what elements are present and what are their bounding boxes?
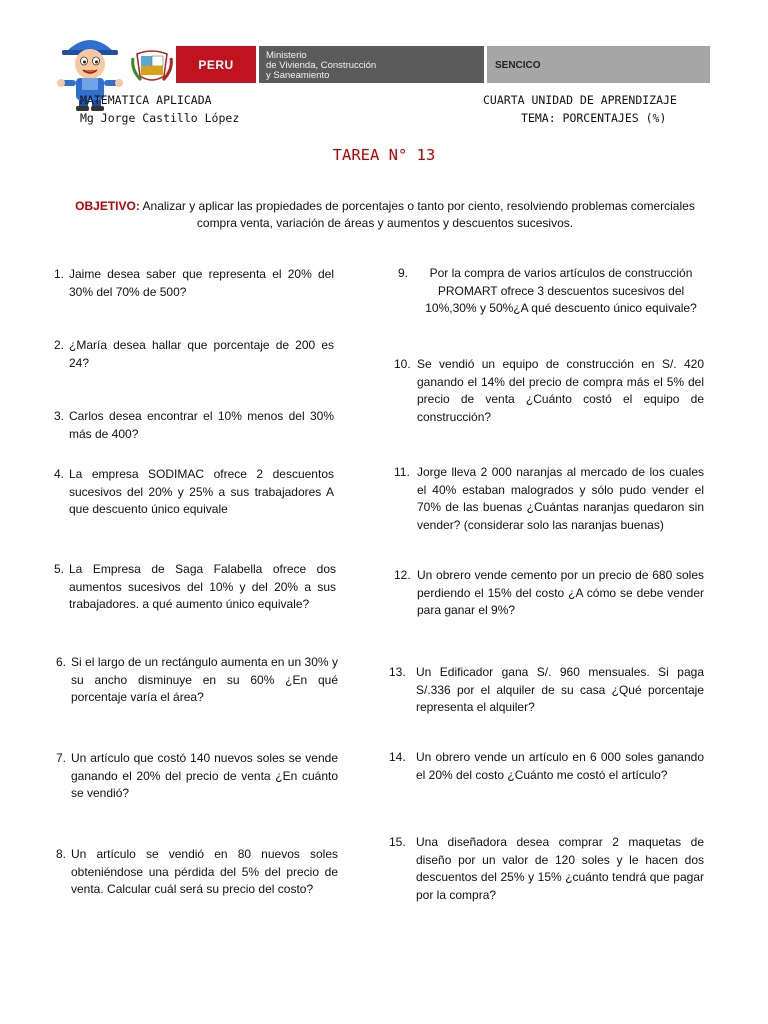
exercise-item bbox=[389, 664, 704, 717]
exercise-text: Un artículo que costó 140 nuevos soles se vende ganando el 20% del precio de venta ¿En cuánto se vendió? bbox=[71, 751, 338, 800]
unit-name: CUARTA UNIDAD DE APRENDIZAJE bbox=[483, 93, 677, 107]
course-name: MATEMATICA APLICADA bbox=[80, 93, 212, 107]
exercise-number: 1. bbox=[54, 267, 65, 281]
exercise-number: 11. bbox=[394, 465, 410, 479]
objective-text: Analizar y aplicar las propiedades de porcentajes o tanto por ciento, resolviendo problemas comerciales compra venta, variación de áreas y aumentos y descuentos sucesivos. bbox=[142, 199, 695, 230]
exercise-number: 6. bbox=[56, 655, 67, 669]
exercise-item bbox=[54, 466, 334, 519]
exercise-item bbox=[56, 750, 338, 803]
exercise-text: Carlos desea encontrar el 10% menos del 30% más de 400? bbox=[69, 409, 334, 441]
exercise-item bbox=[389, 834, 704, 904]
peru-label: PERU bbox=[176, 46, 256, 83]
exercise-text: Un obrero vende cemento por un precio de 680 soles perdiendo el 15% del costo ¿A cómo se debe vender para ganar el 9%? bbox=[417, 568, 704, 617]
exercise-number: 15. bbox=[389, 835, 406, 849]
exercise-text: Un Edificador gana S/. 960 mensuales. Si paga S/.336 por el alquiler de su casa ¿Qué porcentaje representa el alquiler? bbox=[416, 665, 704, 714]
objective-paragraph bbox=[75, 198, 695, 232]
exercise-text: ¿María desea hallar que porcentaje de 200 es 24? bbox=[69, 338, 334, 370]
exercise-item bbox=[389, 749, 704, 784]
exercise-item bbox=[56, 846, 338, 899]
exercise-number: 10. bbox=[394, 357, 411, 371]
exercise-number: 5. bbox=[54, 562, 65, 576]
exercise-number: 12. bbox=[394, 568, 411, 582]
exercise-number: 13. bbox=[389, 665, 406, 679]
government-banner bbox=[176, 46, 710, 83]
sencico-label: SENCICO bbox=[487, 46, 710, 83]
exercise-item bbox=[394, 464, 704, 534]
exercise-item bbox=[54, 337, 334, 372]
exercise-number: 2. bbox=[54, 338, 65, 352]
exercise-text: Un obrero vende un artículo en 6 000 soles ganando el 20% del costo ¿Cuánto me costó el artículo? bbox=[416, 750, 704, 782]
exercise-number: 8. bbox=[56, 847, 67, 861]
objective-label: OBJETIVO: bbox=[75, 199, 140, 213]
exercise-text: Jaime desea saber que representa el 20% del 30% del 70% de 500? bbox=[69, 267, 334, 299]
exercise-number: 7. bbox=[56, 751, 67, 765]
exercise-item bbox=[56, 654, 338, 707]
exercise-number: 9. bbox=[398, 266, 409, 280]
exercise-text: Un artículo se vendió en 80 nuevos soles obteniéndose una pérdida del 5% del precio de venta. Calcular cuál será su precio del costo? bbox=[71, 847, 338, 896]
exercise-text: Por la compra de varios artículos de construcción PROMART ofrece 3 descuentos sucesivos del 10%,30% y 50%¿A qué descuento único equivale? bbox=[425, 266, 697, 315]
exercise-number: 14. bbox=[389, 750, 406, 764]
exercise-item bbox=[394, 567, 704, 620]
exercise-item bbox=[398, 265, 704, 318]
ministry-line: de Vivienda, Construcción bbox=[266, 60, 377, 71]
exercise-text: La empresa SODIMAC ofrece 2 descuentos sucesivos del 20% y 25% a sus trabajadores A que descuento único equivale bbox=[69, 467, 334, 516]
exercise-item bbox=[394, 356, 704, 426]
peru-coat-of-arms-icon bbox=[131, 46, 173, 84]
exercise-item bbox=[54, 266, 334, 301]
exercise-number: 3. bbox=[54, 409, 65, 423]
page-title: TAREA N° 13 bbox=[332, 146, 436, 164]
teacher-name: Mg Jorge Castillo López bbox=[80, 111, 240, 125]
exercise-item bbox=[54, 408, 334, 443]
exercise-text: Una diseñadora desea comprar 2 maquetas de diseño por un valor de 120 soles y le hacen dos descuentos del 25% y 15% ¿cuánto tendrá que pagar por la compra? bbox=[416, 835, 704, 902]
exercise-text: Se vendió un equipo de construcción en S/. 420 ganando el 14% del precio de compra más el 5% del precio de venta ¿Cuánto costó el equipo de construcción? bbox=[417, 357, 704, 424]
exercise-text: Si el largo de un rectángulo aumenta en un 30% y su ancho disminuye en su 60% ¿En qué porcentaje varía el área? bbox=[71, 655, 338, 704]
exercise-text: Jorge lleva 2 000 naranjas al mercado de los cuales el 40% estaban malogrados y sólo pudo vender el 70% de las buenas ¿Cuántas naranjas quedaron sin vender? (considerar solo las naranjas buenas) bbox=[417, 465, 704, 532]
exercise-text: La Empresa de Saga Falabella ofrece dos aumentos sucesivos del 10% y del 20% a sus trabajadores. a qué aumento único equivale? bbox=[69, 562, 336, 611]
ministry-name bbox=[259, 46, 484, 83]
ministry-line: Ministerio bbox=[266, 50, 307, 61]
exercise-number: 4. bbox=[54, 467, 65, 481]
exercise-item bbox=[54, 561, 336, 614]
topic-name: TEMA: PORCENTAJES (%) bbox=[521, 111, 667, 125]
ministry-line: y Saneamiento bbox=[266, 70, 330, 81]
